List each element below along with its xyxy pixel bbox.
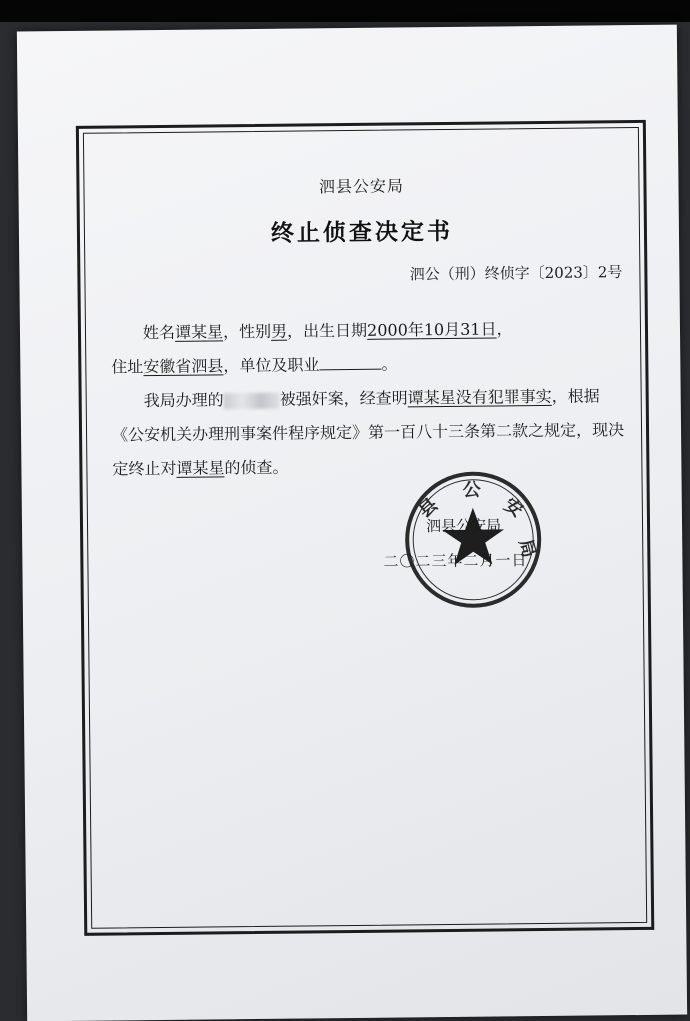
finding-text: 谭某星没有犯罪事实 [407,386,552,408]
seal-char-3: 安 [500,494,527,522]
paragraph-part4: 的侦查。 [224,457,289,478]
top-bar [0,0,690,22]
redacted-victim-name [224,392,280,409]
document-paper [17,25,687,1021]
signature-agency: 泗县公安局 [425,516,502,536]
document-title: 终止侦查决定书 [270,217,454,247]
official-seal [402,469,543,610]
signature-date: 二〇二三年二月一日 [383,551,528,571]
address-line: 住址安徽省泗县，单位及职业 。 [111,354,398,377]
seal-char-4: 局 [514,536,540,560]
person-birth-date: 2000年10月31日 [366,319,497,340]
address-label: 住址 [111,357,144,377]
subject-name: 谭某星 [176,458,225,478]
occupation-label: 单位及职业 [239,355,320,376]
paragraph-part1: 我局办理的 [143,390,224,411]
person-address: 安徽省泗县 [143,356,224,377]
document-number: 泗公（刑）终侦字〔2023〕2号 [409,263,623,284]
person-info-line: 姓名谭某星，性别男，出生日期2000年10月31日， [142,319,513,343]
agency-header: 泗县公安局 [318,176,405,197]
end-mark: 。 [381,354,398,374]
decision-paragraph [112,379,629,486]
paragraph-part3: ，根据《公安机关办理刑事案件程序规定》第一百八十三条第二款之规定，现决定终止对 [111,386,625,479]
person-gender: 男 [270,321,288,341]
name-label: 姓名 [142,322,176,343]
seal-char-1: 县 [414,494,442,523]
person-name: 谭某星 [174,322,224,342]
seal-char-2: 公 [462,479,481,501]
occupation-blank [319,355,381,371]
document-border [76,120,654,936]
gender-label: 性别 [238,321,272,342]
paragraph-part2: 被强奸案，经查明 [279,388,408,409]
birth-label: 出生日期 [302,320,368,341]
document-body [111,311,629,486]
